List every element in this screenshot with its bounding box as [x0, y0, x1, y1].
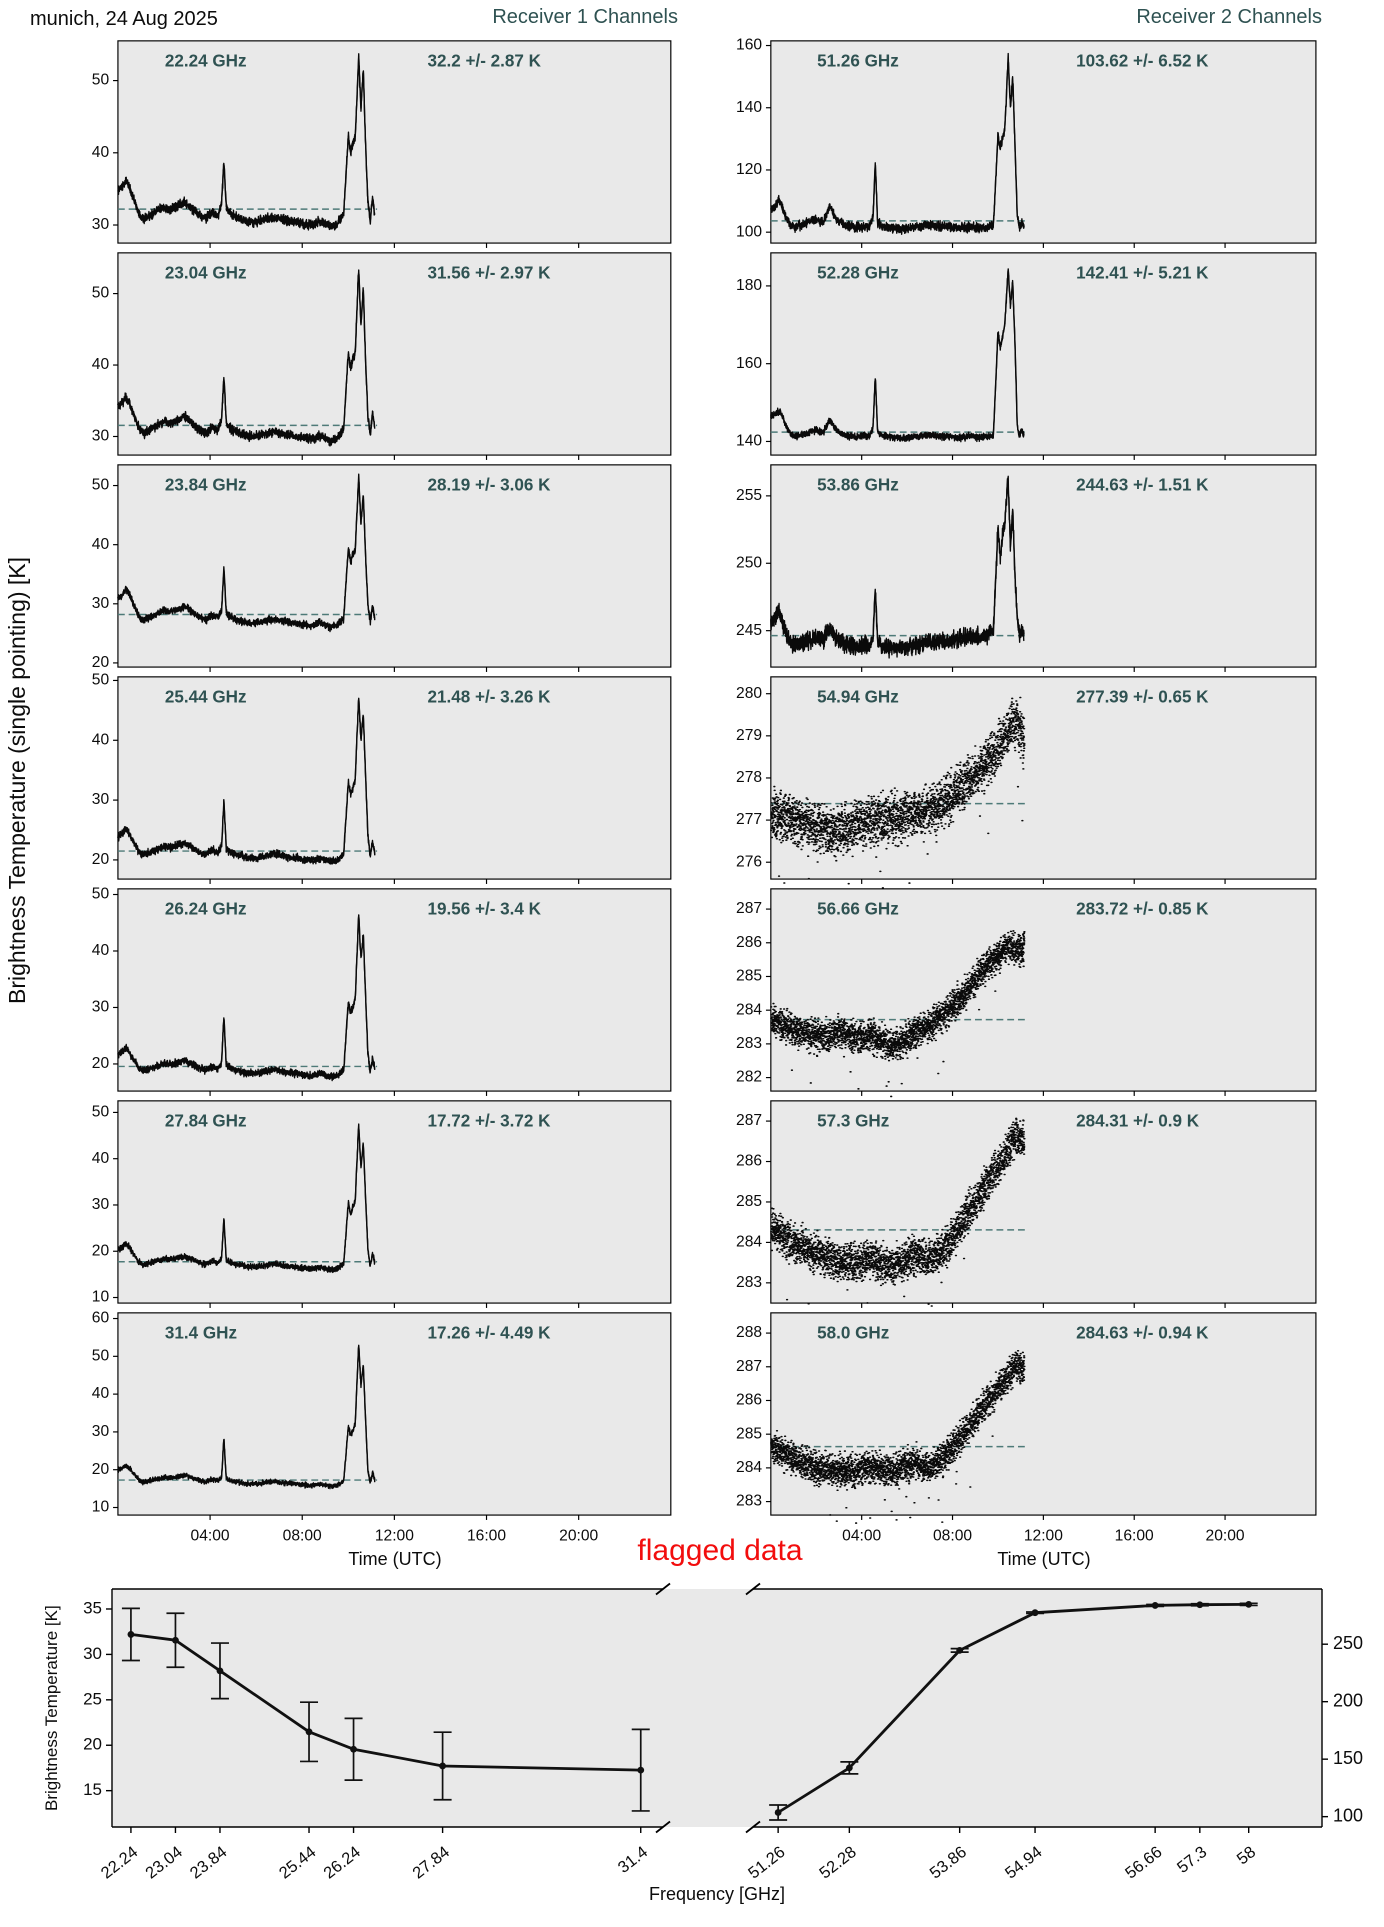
svg-text:51.26 GHz: 51.26 GHz	[817, 51, 899, 71]
svg-text:12:00: 12:00	[1023, 1527, 1063, 1545]
svg-text:30: 30	[91, 998, 110, 1016]
svg-text:283: 283	[735, 1273, 763, 1291]
svg-text:23.04 GHz: 23.04 GHz	[164, 263, 247, 283]
summary-chart	[0, 1580, 1384, 1927]
svg-text:276: 276	[735, 853, 763, 871]
svg-text:23.84: 23.84	[186, 1842, 231, 1883]
svg-text:140: 140	[735, 98, 763, 116]
svg-text:19.56 +/- 3.4 K: 19.56 +/- 3.4 K	[427, 899, 542, 919]
main-y-axis-label: Brightness Temperature (single pointing) [K]	[4, 556, 30, 1004]
svg-text:51.26: 51.26	[744, 1842, 789, 1883]
svg-text:285: 285	[735, 1193, 763, 1211]
svg-text:140: 140	[735, 432, 763, 450]
svg-text:54.94: 54.94	[1001, 1842, 1046, 1883]
svg-text:255: 255	[735, 486, 763, 504]
svg-text:25.44 GHz: 25.44 GHz	[164, 687, 247, 707]
svg-text:57.3: 57.3	[1173, 1842, 1211, 1877]
svg-text:28.19 +/- 3.06 K: 28.19 +/- 3.06 K	[427, 475, 551, 495]
svg-text:04:00: 04:00	[842, 1527, 882, 1545]
svg-text:56.66 GHz: 56.66 GHz	[817, 899, 899, 919]
svg-text:278: 278	[735, 769, 763, 787]
svg-text:286: 286	[735, 1152, 763, 1170]
svg-text:283.72 +/- 0.85 K: 283.72 +/- 0.85 K	[1076, 899, 1209, 919]
svg-text:30: 30	[91, 427, 110, 445]
svg-text:08:00: 08:00	[932, 1527, 973, 1545]
svg-text:50: 50	[91, 1103, 110, 1121]
svg-text:30: 30	[83, 1643, 102, 1663]
svg-text:20: 20	[91, 1242, 110, 1260]
svg-text:27.84 GHz: 27.84 GHz	[164, 1111, 247, 1131]
svg-text:20: 20	[91, 1055, 110, 1073]
svg-text:160: 160	[735, 36, 763, 54]
svg-text:283: 283	[735, 1035, 763, 1053]
flagged-data-annotation: flagged data	[637, 1534, 803, 1567]
svg-text:100: 100	[1333, 1805, 1364, 1826]
svg-text:20: 20	[91, 851, 110, 869]
svg-text:26.24 GHz: 26.24 GHz	[164, 899, 247, 919]
svg-text:283: 283	[735, 1492, 763, 1510]
svg-text:15: 15	[83, 1780, 102, 1800]
svg-text:40: 40	[91, 535, 110, 553]
svg-text:180: 180	[735, 277, 763, 295]
svg-text:25: 25	[83, 1689, 102, 1709]
svg-text:282: 282	[735, 1068, 763, 1086]
svg-text:08:00: 08:00	[282, 1527, 322, 1545]
svg-text:287: 287	[735, 1357, 763, 1375]
svg-text:40: 40	[91, 143, 110, 161]
svg-text:20: 20	[83, 1734, 102, 1754]
svg-text:285: 285	[735, 1425, 763, 1443]
svg-text:52.28: 52.28	[816, 1842, 860, 1883]
svg-text:17.72 +/- 3.72 K: 17.72 +/- 3.72 K	[427, 1111, 551, 1131]
ts-panel-31.4-GHz	[50, 1307, 686, 1560]
svg-text:288: 288	[735, 1324, 763, 1342]
time-axis-label-receiver1: Time (UTC)	[348, 1549, 442, 1569]
svg-text:250: 250	[735, 554, 763, 572]
svg-text:142.41 +/- 5.21 K: 142.41 +/- 5.21 K	[1076, 263, 1209, 283]
svg-text:31.56 +/- 2.97 K: 31.56 +/- 2.97 K	[427, 263, 551, 283]
svg-text:30: 30	[91, 791, 110, 809]
svg-text:16:00: 16:00	[466, 1527, 507, 1545]
svg-text:284: 284	[735, 1459, 763, 1477]
svg-text:56.66: 56.66	[1121, 1842, 1166, 1883]
svg-text:53.86 GHz: 53.86 GHz	[817, 475, 899, 495]
svg-text:30: 30	[91, 594, 110, 612]
svg-text:53.86: 53.86	[926, 1842, 971, 1883]
svg-text:57.3 GHz: 57.3 GHz	[817, 1111, 890, 1131]
svg-text:30: 30	[91, 1196, 110, 1214]
receiver2-title: Receiver 2 Channels	[1136, 6, 1322, 28]
svg-text:25.44: 25.44	[275, 1842, 320, 1883]
svg-text:27.84: 27.84	[409, 1842, 454, 1883]
svg-text:40: 40	[91, 1385, 110, 1403]
svg-text:58: 58	[1233, 1842, 1260, 1869]
svg-text:40: 40	[91, 942, 110, 960]
svg-text:30: 30	[91, 1423, 110, 1441]
svg-text:286: 286	[735, 933, 763, 951]
svg-text:244.63 +/- 1.51 K: 244.63 +/- 1.51 K	[1076, 475, 1209, 495]
svg-text:277: 277	[735, 811, 763, 829]
svg-text:280: 280	[735, 684, 763, 702]
svg-text:04:00: 04:00	[190, 1527, 230, 1545]
svg-text:100: 100	[735, 223, 763, 241]
svg-text:50: 50	[91, 671, 110, 689]
svg-text:52.28 GHz: 52.28 GHz	[817, 263, 899, 283]
svg-text:50: 50	[91, 1347, 110, 1365]
svg-text:10: 10	[91, 1498, 110, 1516]
ts-panel-58.0-GHz	[703, 1307, 1331, 1560]
svg-text:60: 60	[91, 1309, 110, 1327]
svg-text:35: 35	[83, 1598, 102, 1618]
svg-text:200: 200	[1333, 1690, 1364, 1711]
svg-text:40: 40	[91, 731, 110, 749]
svg-text:284.31 +/- 0.9 K: 284.31 +/- 0.9 K	[1076, 1111, 1200, 1131]
svg-text:31.4 GHz: 31.4 GHz	[164, 1323, 238, 1343]
svg-text:284: 284	[735, 1001, 763, 1019]
svg-text:50: 50	[91, 284, 110, 302]
svg-text:30: 30	[91, 216, 110, 234]
svg-text:26.24: 26.24	[320, 1842, 365, 1883]
svg-text:20:00: 20:00	[559, 1527, 599, 1545]
svg-text:10: 10	[91, 1288, 110, 1306]
svg-text:23.84 GHz: 23.84 GHz	[164, 475, 247, 495]
svg-text:22.24 GHz: 22.24 GHz	[164, 51, 247, 71]
svg-text:284: 284	[735, 1233, 763, 1251]
summary-y-axis-label: Brightness Temperature [K]	[42, 1605, 61, 1811]
svg-text:32.2 +/- 2.87 K: 32.2 +/- 2.87 K	[427, 51, 542, 71]
svg-text:287: 287	[735, 1112, 763, 1130]
svg-text:277.39 +/- 0.65 K: 277.39 +/- 0.65 K	[1076, 687, 1209, 707]
svg-text:20:00: 20:00	[1205, 1527, 1245, 1545]
svg-text:31.4: 31.4	[614, 1842, 652, 1877]
frequency-axis-label: Frequency [GHz]	[648, 1884, 786, 1904]
svg-text:103.62 +/- 6.52 K: 103.62 +/- 6.52 K	[1076, 51, 1209, 71]
time-axis-label-receiver2: Time (UTC)	[997, 1549, 1091, 1569]
svg-text:54.94 GHz: 54.94 GHz	[817, 687, 899, 707]
svg-text:40: 40	[91, 356, 110, 374]
station-date-label: munich, 24 Aug 2025	[30, 8, 218, 30]
receiver1-title: Receiver 1 Channels	[492, 6, 678, 28]
svg-text:50: 50	[91, 476, 110, 494]
svg-text:245: 245	[735, 621, 763, 639]
svg-text:250: 250	[1333, 1632, 1364, 1653]
svg-text:286: 286	[735, 1391, 763, 1409]
svg-text:50: 50	[91, 885, 110, 903]
svg-text:58.0 GHz: 58.0 GHz	[817, 1323, 890, 1343]
svg-text:50: 50	[91, 71, 110, 89]
svg-text:20: 20	[91, 654, 110, 672]
svg-text:160: 160	[735, 354, 763, 372]
svg-text:285: 285	[735, 967, 763, 985]
svg-text:12:00: 12:00	[374, 1527, 414, 1545]
svg-text:23.04: 23.04	[142, 1842, 186, 1883]
svg-text:279: 279	[735, 726, 763, 744]
svg-text:150: 150	[1333, 1747, 1364, 1768]
svg-text:17.26 +/- 4.49 K: 17.26 +/- 4.49 K	[427, 1323, 551, 1343]
svg-text:21.48 +/- 3.26 K: 21.48 +/- 3.26 K	[427, 687, 551, 707]
svg-text:287: 287	[735, 900, 763, 918]
svg-text:40: 40	[91, 1149, 110, 1167]
svg-text:284.63 +/- 0.94 K: 284.63 +/- 0.94 K	[1076, 1323, 1209, 1343]
svg-text:120: 120	[735, 161, 763, 179]
svg-text:16:00: 16:00	[1114, 1527, 1154, 1545]
svg-text:22.24: 22.24	[97, 1842, 142, 1883]
svg-text:20: 20	[91, 1460, 110, 1478]
